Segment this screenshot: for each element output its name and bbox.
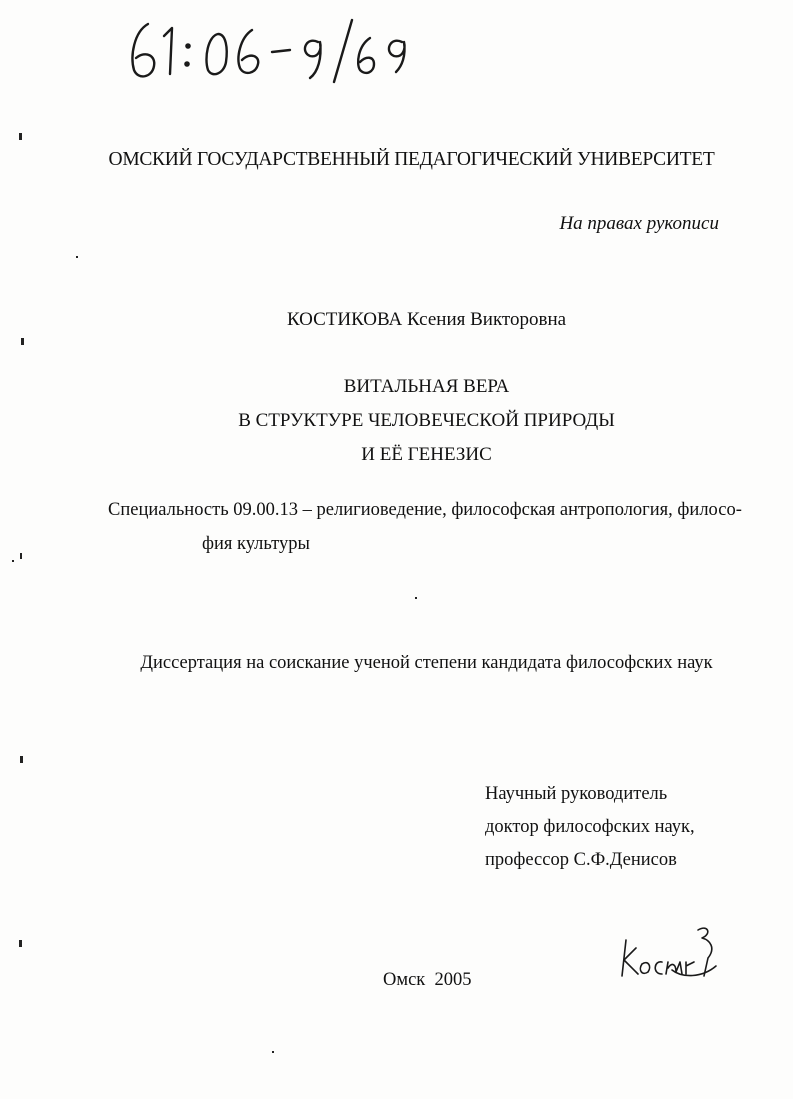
scan-speck [76, 256, 78, 258]
supervisor-name: профессор С.Ф.Денисов [485, 850, 677, 870]
scan-speck [12, 560, 14, 562]
rights-note: На правах рукописи [559, 213, 719, 234]
dissertation-title [0, 370, 793, 472]
city-year: Омск 2005 [383, 970, 472, 990]
supervisor-role: Научный руководитель [485, 784, 668, 804]
dissertation-note: Диссертация на соискание ученой степени кандидата философских наук [140, 653, 713, 673]
specialty-line-1: Специальность 09.00.13 – религиоведение, философская антропология, филосо- [108, 500, 742, 520]
specialty-line-2: фия культуры [202, 534, 310, 554]
supervisor-block [485, 778, 695, 877]
author-signature [612, 918, 722, 984]
scan-speck [21, 338, 24, 345]
university-name: ОМСКИЙ ГОСУДАРСТВЕННЫЙ ПЕДАГОГИЧЕСКИЙ УНИВЕРСИТЕТ [108, 149, 715, 170]
scan-speck [20, 756, 23, 763]
scan-speck [19, 133, 22, 140]
scan-speck [20, 553, 22, 559]
title-line-1: ВИТАЛЬНАЯ ВЕРА [343, 376, 510, 397]
handwritten-archive-number [120, 6, 420, 84]
title-line-2: В СТРУКТУРЕ ЧЕЛОВЕЧЕСКОЙ ПРИРОДЫ [238, 410, 615, 431]
scan-speck [19, 940, 22, 947]
specialty-text [108, 493, 753, 561]
title-line-3: И ЕЁ ГЕНЕЗИС [361, 444, 492, 465]
supervisor-degree: доктор философских наук, [485, 817, 695, 837]
scan-speck [415, 597, 417, 599]
scan-speck [272, 1051, 274, 1053]
author-name: КОСТИКОВА Ксения Викторовна [286, 309, 567, 330]
